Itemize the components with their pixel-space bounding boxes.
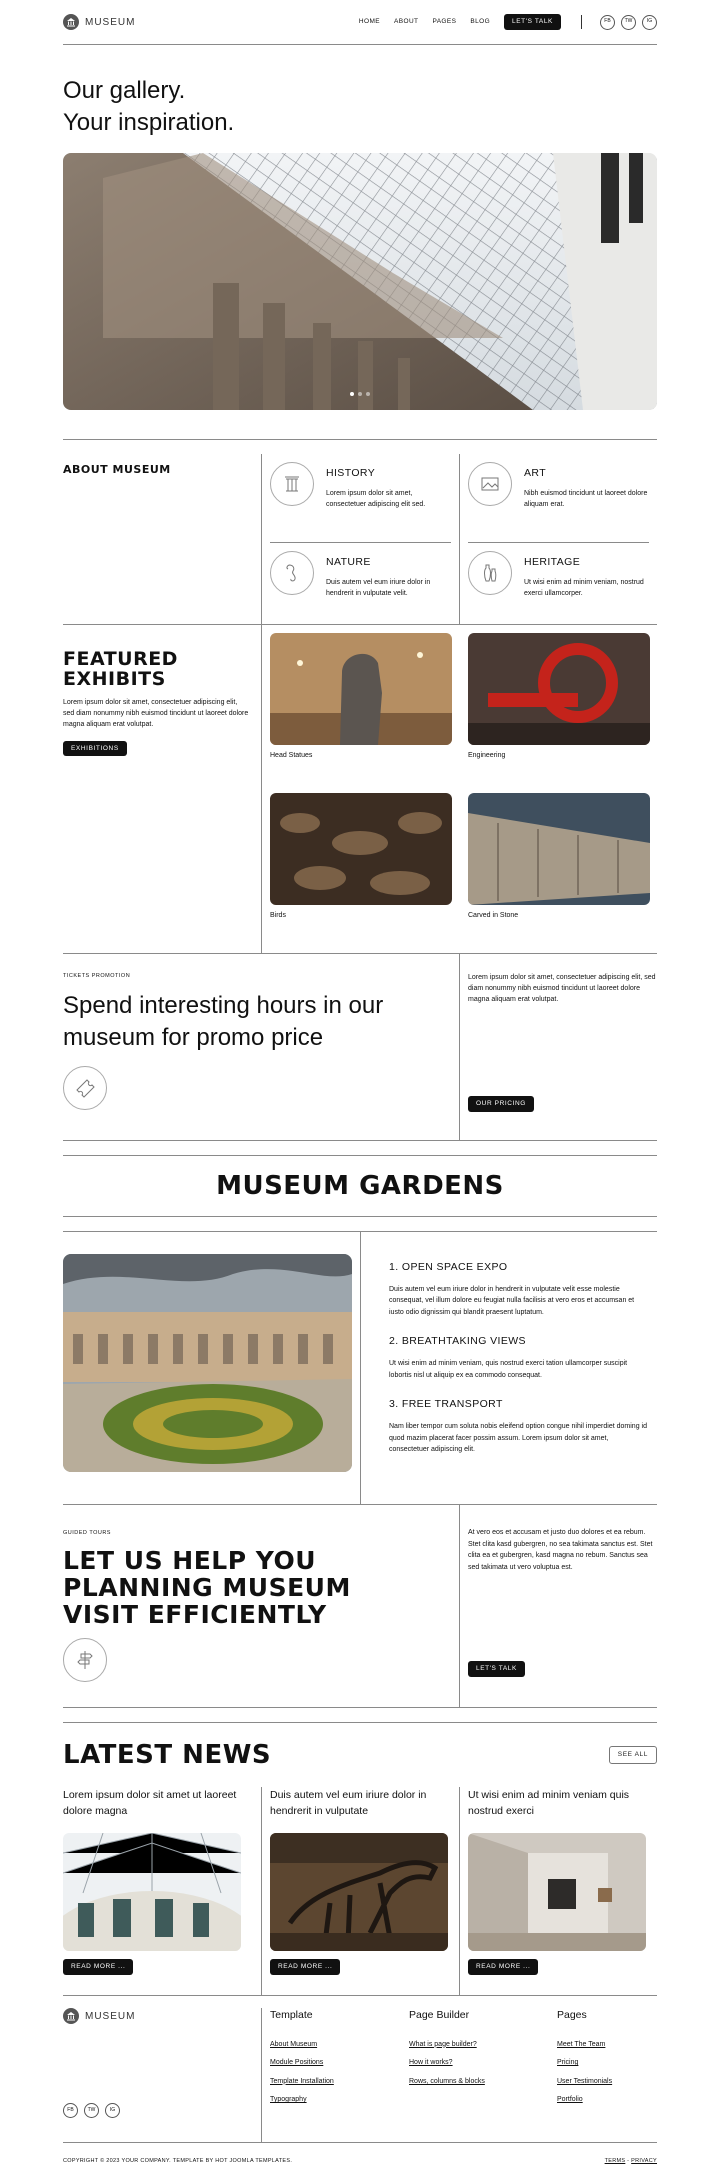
signpost-icon [63,1638,107,1682]
nav-home[interactable]: HOME [358,18,381,26]
exhibit-image[interactable] [468,633,650,745]
news-image[interactable] [468,1833,646,1951]
footer-column-title: Pages [557,2009,587,2021]
privacy-link[interactable]: PRIVACY [631,2157,657,2164]
read-more-button[interactable]: READ MORE ... [270,1959,340,1975]
news-title: LATEST NEWS [63,1739,272,1770]
gardens-title: MUSEUM GARDENS [216,1171,504,1201]
about-item-heritage [468,542,649,618]
featured-title: FEATURED EXHIBITS [63,648,178,690]
exhibit-card[interactable] [460,633,658,774]
footer-column-pages [549,2008,657,2142]
about-column [261,454,459,624]
about-item-text: Ut wisi enim ad minim veniam, nostrud exerci ullamcorper. [524,578,644,597]
site-header [63,0,657,44]
tickets-label: TICKETS PROMOTION [63,973,131,979]
tours-title: LET US HELP YOU PLANNING MUSEUM VISIT EFFICIENTLY [63,1546,351,1630]
footer-column-title: Page Builder [409,2009,470,2021]
copyright-text: COPYRIGHT © 2023 YOUR COMPANY. TEMPLATE BY HOT JOOMLA TEMPLATES. [63,2157,293,2164]
about-item-title: HISTORY [326,467,376,479]
brand-name: MUSEUM [85,2010,136,2022]
exhibitions-button[interactable]: EXHIBITIONS [63,741,127,757]
news-grid [63,1787,657,1995]
about-column [459,454,657,624]
footer-column-page-builder [401,2008,549,2142]
footer-link[interactable]: Portfolio [557,2096,583,2104]
brand-name: MUSEUM [85,16,136,28]
ticket-icon [63,1066,107,1110]
exhibit-caption: Head Statues [270,752,313,759]
our-pricing-button[interactable]: OUR PRICING [468,1096,534,1112]
footer-link[interactable]: Module Positions [270,2059,324,2067]
about-title: ABOUT MUSEUM [63,463,171,476]
news-card-title[interactable]: Lorem ipsum dolor sit amet ut laoreet dolore magna [63,1789,237,1817]
instagram-icon[interactable]: IG [642,15,657,30]
news-header [63,1723,657,1787]
about-item-history [270,462,451,538]
museum-logo-icon [63,14,79,30]
gardens-item-title: 3. FREE TRANSPORT [389,1398,503,1411]
about-item-title: ART [524,467,547,479]
gardens-item [389,1260,647,1318]
site-footer [63,1996,657,2142]
tours-label: GUIDED TOURS [63,1530,111,1536]
footer-column-template [261,2008,401,2142]
exhibit-image[interactable] [270,633,452,745]
nav-divider [581,15,582,29]
footer-link[interactable]: Meet The Team [557,2040,606,2048]
about-item-text: Lorem ipsum dolor sit amet, consectetuer adipiscing elit sed. [326,489,426,508]
gardens-item-text: Nam liber tempor cum soluta nobis eleifend option congue nihil imperdiet doming id quod mazim placerat facer possim assum. Lorem ipsum dolor sit amet, consectetuer adipiscing elit. [389,1422,647,1454]
featured-section [63,625,657,953]
twitter-icon[interactable]: TW [621,15,636,30]
news-image[interactable] [63,1833,241,1951]
exhibit-grid [261,625,657,953]
see-all-button[interactable]: SEE ALL [609,1746,657,1764]
nav-about[interactable]: ABOUT [394,18,419,26]
slider-dot[interactable] [366,392,370,396]
lets-talk-button[interactable]: LET'S TALK [504,14,561,30]
tickets-title: Spend interesting hours in our museum for promo price [63,992,384,1052]
featured-text: Lorem ipsum dolor sit amet, consectetuer adipiscing elit, sed diam nonummy nibh euismod tincidunt ut laoreet dolore magna aliquam erat volutpat. [63,699,249,729]
about-section [63,440,657,624]
tours-text: At vero eos et accusam et justo duo dolores et ea rebum. Stet clita kasd gubergren, no sea takimata sanctus est. Stet clita ea et gubergren, kasd magna no rebum. Sanctus sea sed takimata ut vero voluptua est. [468,1529,653,1571]
vases-icon [468,551,512,595]
news-card-title[interactable]: Ut wisi enim ad minim veniam quis nostrud exerci [468,1789,630,1817]
read-more-button[interactable]: READ MORE ... [468,1959,538,1975]
exhibit-card[interactable] [262,633,460,774]
gardens-item [389,1397,647,1455]
gardens-item-title: 2. BREATHTAKING VIEWS [389,1335,526,1348]
gardens-section [63,1232,657,1504]
news-card [459,1787,657,1995]
seahorse-icon [270,551,314,595]
footer-link[interactable]: How it works? [409,2059,453,2067]
exhibit-image[interactable] [468,793,650,905]
gardens-item [389,1334,647,1381]
tickets-section [63,954,657,1140]
painting-icon [468,462,512,506]
footer-link[interactable]: Template Installation [270,2077,334,2085]
hero-title: Our gallery. Your inspiration. [63,77,235,136]
brand-logo[interactable] [63,14,135,30]
exhibit-card[interactable] [262,793,460,934]
exhibit-caption: Engineering [468,752,506,759]
footer-column-title: Template [270,2009,313,2021]
about-item-text: Nibh euismod tincidunt ut laoreet dolore aliquam erat. [524,489,648,508]
nav-blog[interactable]: BLOG [470,18,491,26]
news-card [261,1787,459,1995]
divider [63,44,657,45]
footer-logo[interactable] [63,2008,261,2024]
nav-pages[interactable]: PAGES [432,18,457,26]
legal-separator: - [625,2157,632,2164]
exhibit-caption: Birds [270,912,286,919]
terms-link[interactable]: TERMS [604,2157,626,2164]
about-item-title: NATURE [326,556,371,568]
slider-dot[interactable] [350,392,354,396]
exhibit-image[interactable] [270,793,452,905]
gardens-item-title: 1. OPEN SPACE EXPO [389,1261,508,1273]
footer-link[interactable]: User Testimonials [557,2077,613,2085]
news-image[interactable] [270,1833,448,1951]
slider-dot[interactable] [358,392,362,396]
instagram-icon[interactable]: IG [105,2103,120,2118]
read-more-button[interactable]: READ MORE ... [63,1959,133,1975]
copyright-bar [63,2143,657,2179]
gardens-item-text: Duis autem vel eum iriure dolor in hendrerit in vulputate velit esse molestie consequat, vel illum dolore eu feugiat nulla facilisis at vero eros et accumsan et iusto odio dignissim qui blandit praesent luptatum. [389,1285,635,1316]
exhibit-caption: Carved in Stone [468,912,519,919]
gardens-image [63,1254,352,1472]
about-item-art [468,462,649,538]
footer-link[interactable]: Pricing [557,2059,579,2067]
footer-link[interactable]: What is page builder? [409,2040,477,2048]
tickets-text: Lorem ipsum dolor sit amet, consectetuer adipiscing elit, sed diam nonummy nibh euismod tincidunt ut laoreet dolore magna aliquam erat volutpat. [468,974,656,1004]
footer-link[interactable]: Rows, columns & blocks [409,2077,485,2085]
footer-link[interactable]: Typography [270,2096,307,2104]
twitter-icon[interactable]: TW [84,2103,99,2118]
main-nav [359,14,561,30]
facebook-icon[interactable]: FB [600,15,615,30]
lets-talk-tours-button[interactable]: LET'S TALK [468,1661,525,1677]
footer-link[interactable]: About Museum [270,2040,318,2048]
header-social [600,15,657,30]
news-card [63,1787,261,1995]
museum-logo-icon [63,2008,79,2024]
news-card-title[interactable]: Duis autem vel eum iriure dolor in hendrerit in vulputate [270,1789,427,1817]
column-icon [270,462,314,506]
hero-slider-image[interactable] [63,153,657,410]
about-item-nature [270,542,451,618]
facebook-icon[interactable]: FB [63,2103,78,2118]
footer-social [63,2103,120,2118]
about-item-text: Duis autem vel eum iriure dolor in hendrerit in vulputate velit. [326,578,431,597]
tours-section [63,1505,657,1707]
gardens-item-text: Ut wisi enim ad minim veniam, quis nostrud exerci tation ullamcorper suscipit lobortis nisl ut aliquip ex ea commodo consequat. [389,1360,628,1379]
slider-dots [350,392,370,396]
about-item-title: HERITAGE [524,556,581,568]
exhibit-card[interactable] [460,793,658,934]
